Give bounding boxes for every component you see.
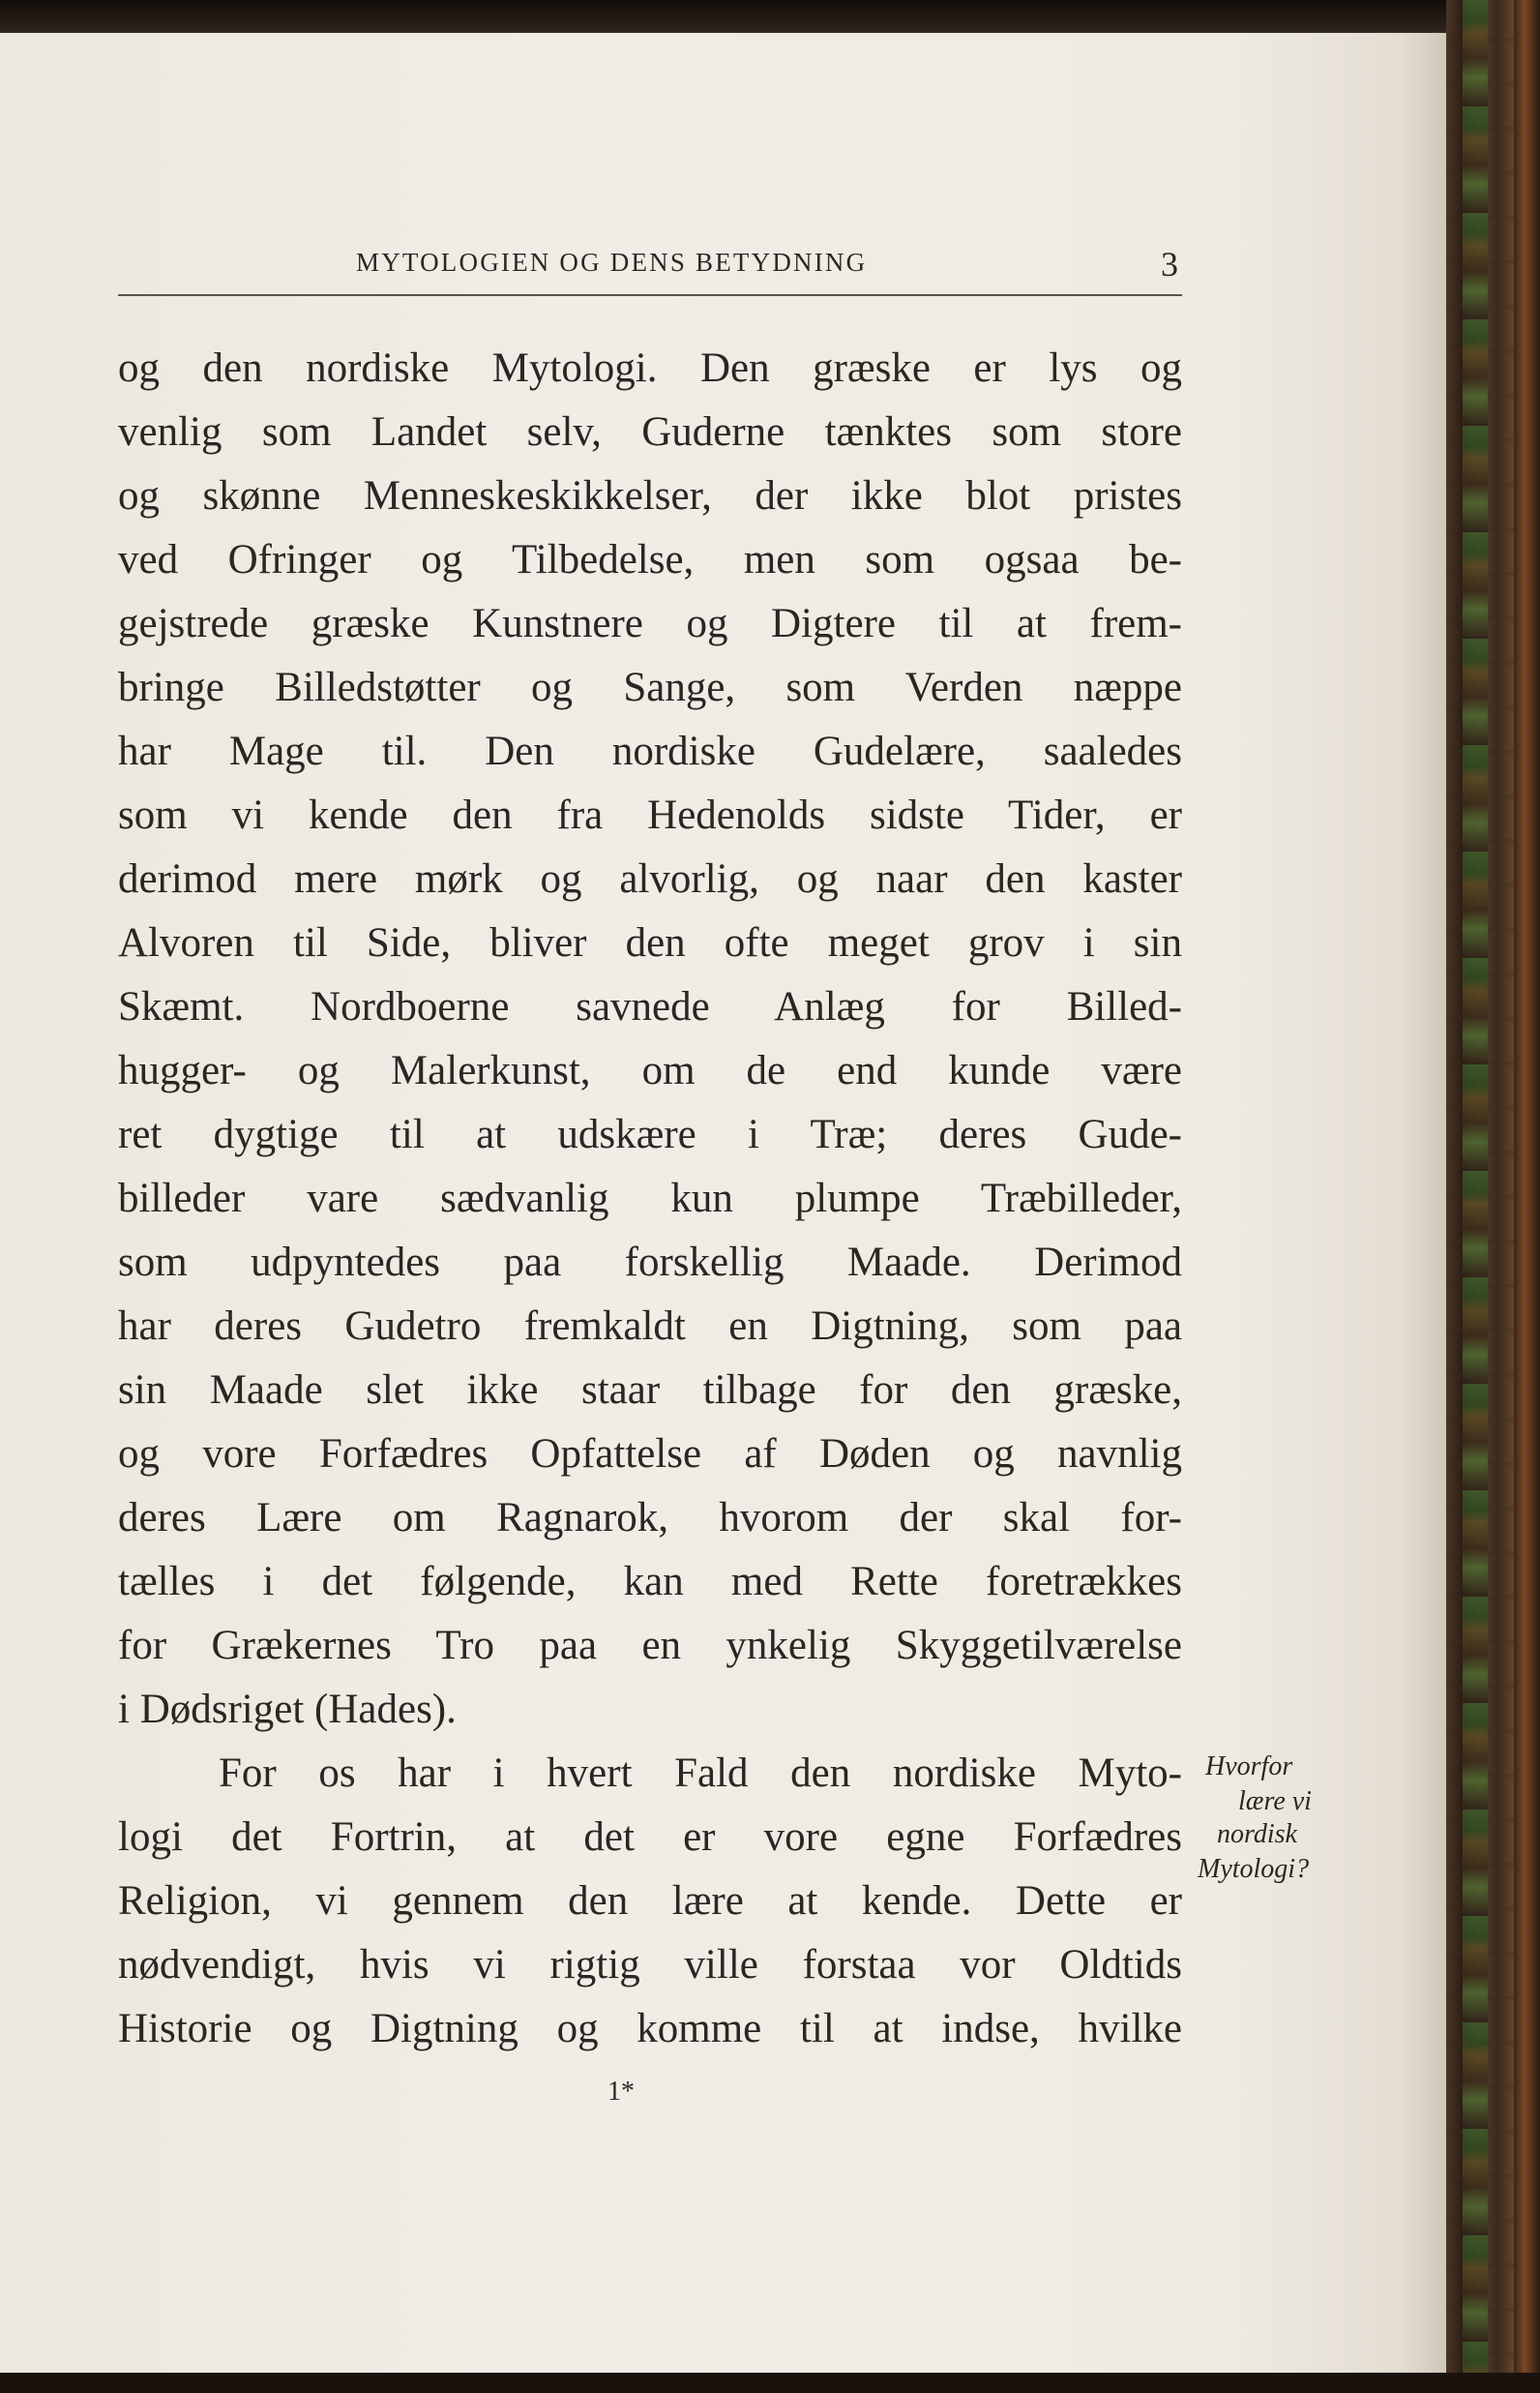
text-line: nødvendigt, hvis vi rigtig ville forstaa vor Oldtids <box>118 1942 1182 1988</box>
text-line: hugger- og Malerkunst, om de end kunde være <box>118 1048 1182 1093</box>
text-line: ved Ofringer og Tilbedelse, men som ogsaa be- <box>118 537 1182 583</box>
text-line: Religion, vi gennem den lære at kende. Dette er <box>118 1878 1182 1924</box>
text-line: derimod mere mørk og alvorlig, og naar den kaster <box>118 856 1182 902</box>
text-line: ret dygtige til at udskære i Træ; deres Gude- <box>118 1112 1182 1157</box>
text-line: som vi kende den fra Hedenolds sidste Tider, er <box>118 793 1182 838</box>
text-line: for Grækernes Tro paa en ynkelig Skyggetilværelse <box>118 1623 1182 1668</box>
text-line: billeder vare sædvanlig kun plumpe Træbilleder, <box>118 1176 1182 1221</box>
scan-bottom-edge <box>0 2373 1540 2393</box>
text-line: og vore Forfædres Opfattelse af Døden og navnlig <box>118 1431 1182 1477</box>
text-line: tælles i det følgende, kan med Rette foretrækkes <box>118 1559 1182 1604</box>
running-header <box>118 245 1182 296</box>
binding-marbled-edge <box>1463 0 1488 2393</box>
text-line: sin Maade slet ikke staar tilbage for den græske, <box>118 1367 1182 1413</box>
text-line: har Mage til. Den nordiske Gudelære, saaledes <box>118 729 1182 774</box>
text-line: som udpyntedes paa forskellig Maade. Derimod <box>118 1240 1182 1285</box>
text-line: venlig som Landet selv, Guderne tænktes som store <box>118 409 1182 455</box>
text-line: Alvoren til Side, bliver den ofte meget grov i sin <box>118 920 1182 966</box>
text-line: Skæmt. Nordboerne savnede Anlæg for Billed- <box>118 984 1182 1030</box>
text-line: Historie og Digtning og komme til at indse, hvilke <box>118 2006 1182 2051</box>
margin-note-line: Mytologi? <box>1198 1854 1310 1884</box>
header-rule <box>118 294 1182 296</box>
text-line: har deres Gudetro fremkaldt en Digtning, som paa <box>118 1303 1182 1349</box>
signature-mark: 1* <box>607 2077 635 2107</box>
text-line: i Dødsriget (Hades). <box>118 1687 457 1732</box>
text-line: og skønne Menneskeskikkelser, der ikke blot pristes <box>118 473 1182 519</box>
text-line: gejstrede græske Kunstnere og Digtere til at frem- <box>118 601 1182 646</box>
binding-outer-edge <box>1514 0 1540 2393</box>
margin-note-line: nordisk <box>1217 1819 1297 1849</box>
text-line: logi det Fortrin, at det er vore egne Forfædres <box>118 1814 1182 1860</box>
page-number: 3 <box>1161 245 1178 284</box>
margin-note-line: lære vi <box>1238 1786 1312 1816</box>
text-line: For os har i hvert Fald den nordiske Myto- <box>219 1750 1182 1796</box>
margin-note-line: Hvorfor <box>1205 1751 1293 1781</box>
text-line: deres Lære om Ragnarok, hvorom der skal for- <box>118 1495 1182 1540</box>
text-line: og den nordiske Mytologi. Den græske er lys og <box>118 345 1182 391</box>
running-title: MYTOLOGIEN OG DENS BETYDNING <box>356 248 868 277</box>
text-line: bringe Billedstøtter og Sange, som Verden næppe <box>118 665 1182 710</box>
